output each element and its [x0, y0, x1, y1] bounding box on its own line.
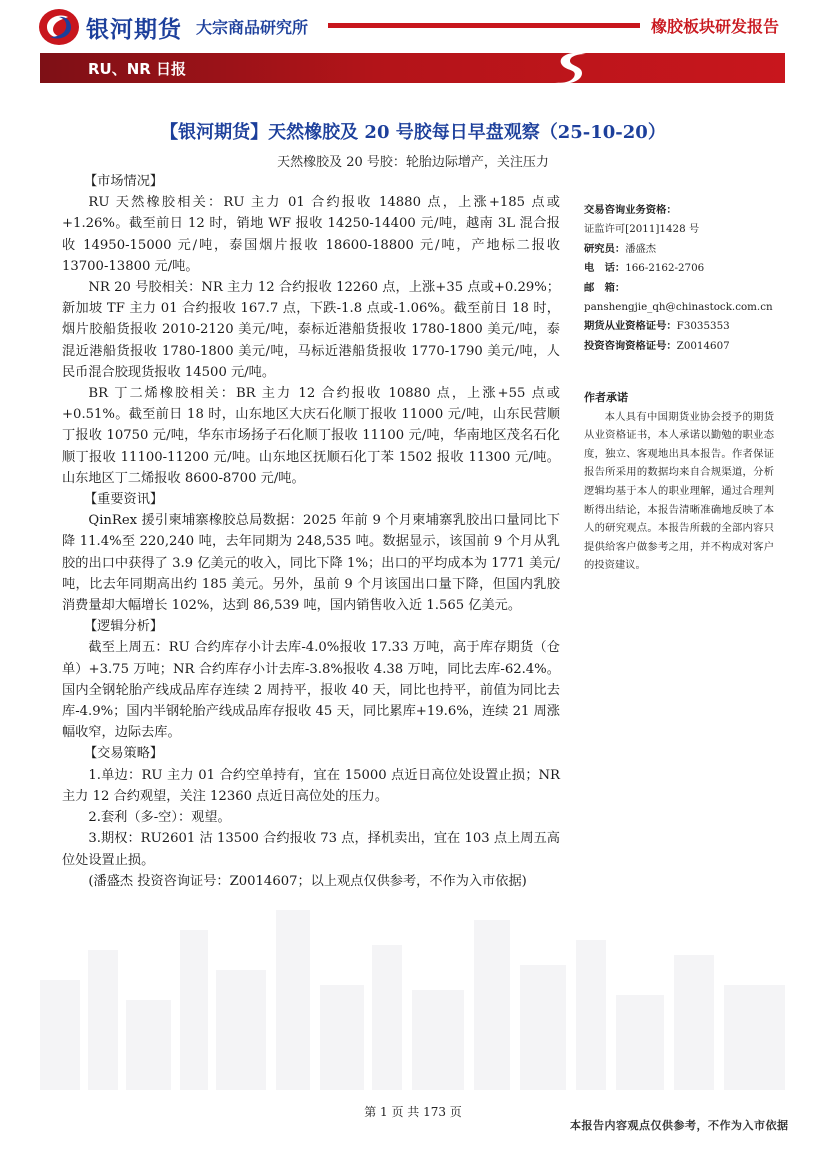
skyline-watermark: [40, 890, 785, 1090]
phone-label: 电 话：: [584, 262, 626, 275]
invest-cert-row: [584, 337, 774, 356]
paragraph-strategy-single: 1.单边：RU 主力 01 合约空单持有，宜在 15000 点近日高位处设置止损；NR 主力 12 合约观望，关注 12360 点近日高位处的压力。: [62, 767, 560, 804]
section-heading-market: 【市场情况】: [84, 174, 164, 189]
commitment-body: 本人具有中国期货业协会授予的期货从业资格证书，本人承诺以勤勉的职业态度，独立、客观地出具本报告。作者保证报告所采用的数据均来自合规渠道，分析逻辑均基于本人的职业理解，通过合理判断得出结论，本报告清晰准确地反映了本人的研究观点。本报告所载的全部内容只提供给客户做参考之用，并不构成对客户的投资建议。: [584, 410, 774, 572]
institute-name: 大宗商品研究所: [196, 18, 309, 37]
paragraph-news: QinRex 援引柬埔寨橡胶总局数据：2025 年前 9 个月柬埔寨乳胶出口量同比下降 11.4%至 220,240 吨，去年同期为 248,535 吨。数据显示，该国前 9 个月从乳胶的出口中获得了 3.9 亿美元的收入，同比下降 1%；出口的平均成本为 1771 美元/吨，比去年同期高出约 185 美元。另外，虽前 9 个月该国出口量下降，但国内乳胶消费量却大幅增长 102%，达到 86,539 吨，国内销售收入近 1.565 亿美元。: [62, 513, 560, 614]
qualification-title: 交易咨询业务资格：: [584, 204, 677, 216]
footer-disclaimer: 本报告内容观点仅供参考，不作为入市依据: [570, 1119, 789, 1132]
banner-title: RU、NR 日报: [88, 60, 187, 78]
section-heading-logic: 【逻辑分析】: [84, 619, 164, 635]
analyst-sidebar: [584, 201, 774, 575]
phone-number: 166-2162-2706: [625, 262, 705, 275]
document-subtitle: 天然橡胶及 20 号胶：轮胎边际增产，关注压力: [277, 155, 549, 170]
paragraph-br: BR 丁二烯橡胶相关：BR 主力 12 合约报收 10880 点，上涨+55 点或+0.51%。截至前日 18 时，山东地区大庆石化顺丁报收 11000 元/吨，山东民营顺丁报收 10750 元/吨，华东市场扬子石化顺丁报收 11100 元/吨，华南地区茂名石化顺丁报收 11100-11200 元/吨。山东地区抚顺石化丁苯 1502 报收 11300 元/吨。山东地区丁二烯报收 8600-8700 元/吨。: [62, 386, 560, 486]
futures-cert-number: F3035353: [676, 320, 730, 333]
brand-name: 银河期货: [86, 17, 182, 43]
report-type: 橡胶板块研发报告: [651, 17, 780, 36]
paragraph-strategy-arbitrage: 2.套利（多-空）：观望。: [88, 810, 231, 826]
document-title: 【银河期货】天然橡胶及 20 号胶每日早盘观察（25-10-20）: [160, 122, 666, 143]
section-heading-strategy: 【交易策略】: [84, 746, 164, 762]
phone-row: [584, 259, 774, 278]
swoosh-icon: [548, 50, 592, 86]
page-number: 第 1 页 共 173 页: [364, 1105, 462, 1119]
researcher-name: 潘盛杰: [625, 242, 657, 255]
paragraph-logic: 截至上周五：RU 合约库存小计去库-4.0%报收 17.33 万吨，高于库存期货（仓单）+3.75 万吨；NR 合约库存小计去库-3.8%报收 4.38 万吨，同比去库-62.4%。国内全钢轮胎产线成品库存连续 2 周持平，报收 40 天，同比也持平，前值为同比去库-4.9%；国内半钢轮胎产线成品库存报收 45 天，同比累库+19.6%，连续 21 周涨幅收窄，边际去库。: [62, 640, 560, 741]
invest-cert-number: Z0014607: [676, 339, 730, 352]
section-heading-news: 【重要资讯】: [84, 492, 164, 508]
paragraph-nr: NR 20 号胶相关：NR 主力 12 合约报收 12260 点，上涨+35 点或+0.29%；新加坡 TF 主力 01 合约报收 167.7 点，下跌-1.8 点或-1.06%。截至前日 18 时，烟片胶船货报收 2010-2120 美元/吨，泰标近港船货报收 1780-1800 美元/吨，泰混近港船货报收 1780-1800 美元/吨，马标近港船货报收 1770-1790 美元/吨，人民币混合胶现货报收 14500 元/吨。: [62, 280, 560, 380]
researcher-label: 研究员：: [584, 242, 626, 255]
email-label: 邮 箱：: [584, 281, 626, 294]
paragraph-strategy-options: 3.期权：RU2601 沽 13500 合约报收 73 点，择机卖出，宜在 103 点上周五高位处设置止损。: [62, 831, 560, 868]
paragraph-analyst-note: (潘盛杰 投资咨询证号：Z0014607；以上观点仅供参考，不作为入市依据): [88, 873, 527, 889]
header-divider: [328, 23, 640, 28]
invest-cert-label: 投资咨询资格证号：: [584, 339, 677, 352]
commitment-title: 作者承诺: [584, 391, 628, 405]
license-number: 证监许可[2011]1428 号: [584, 223, 700, 236]
futures-cert-label: 期货从业资格证号：: [584, 320, 677, 333]
galaxy-futures-logo-icon: [38, 8, 80, 46]
main-content: [62, 171, 560, 892]
email-address: panshengjie_qh@chinastock.com.cn: [584, 301, 773, 314]
futures-cert-row: [584, 317, 774, 336]
paragraph-ru: RU 天然橡胶相关：RU 主力 01 合约报收 14880 点，上涨+185 点或+1.26%。截至前日 12 时，销地 WF 报收 14250-14400 元/吨，越南 3L 混合报收 14950-15000 元/吨，泰国烟片报收 18600-18800 元/吨，产地标二报收 13700-13800 元/吨。: [62, 195, 560, 274]
researcher-row: [584, 240, 774, 259]
